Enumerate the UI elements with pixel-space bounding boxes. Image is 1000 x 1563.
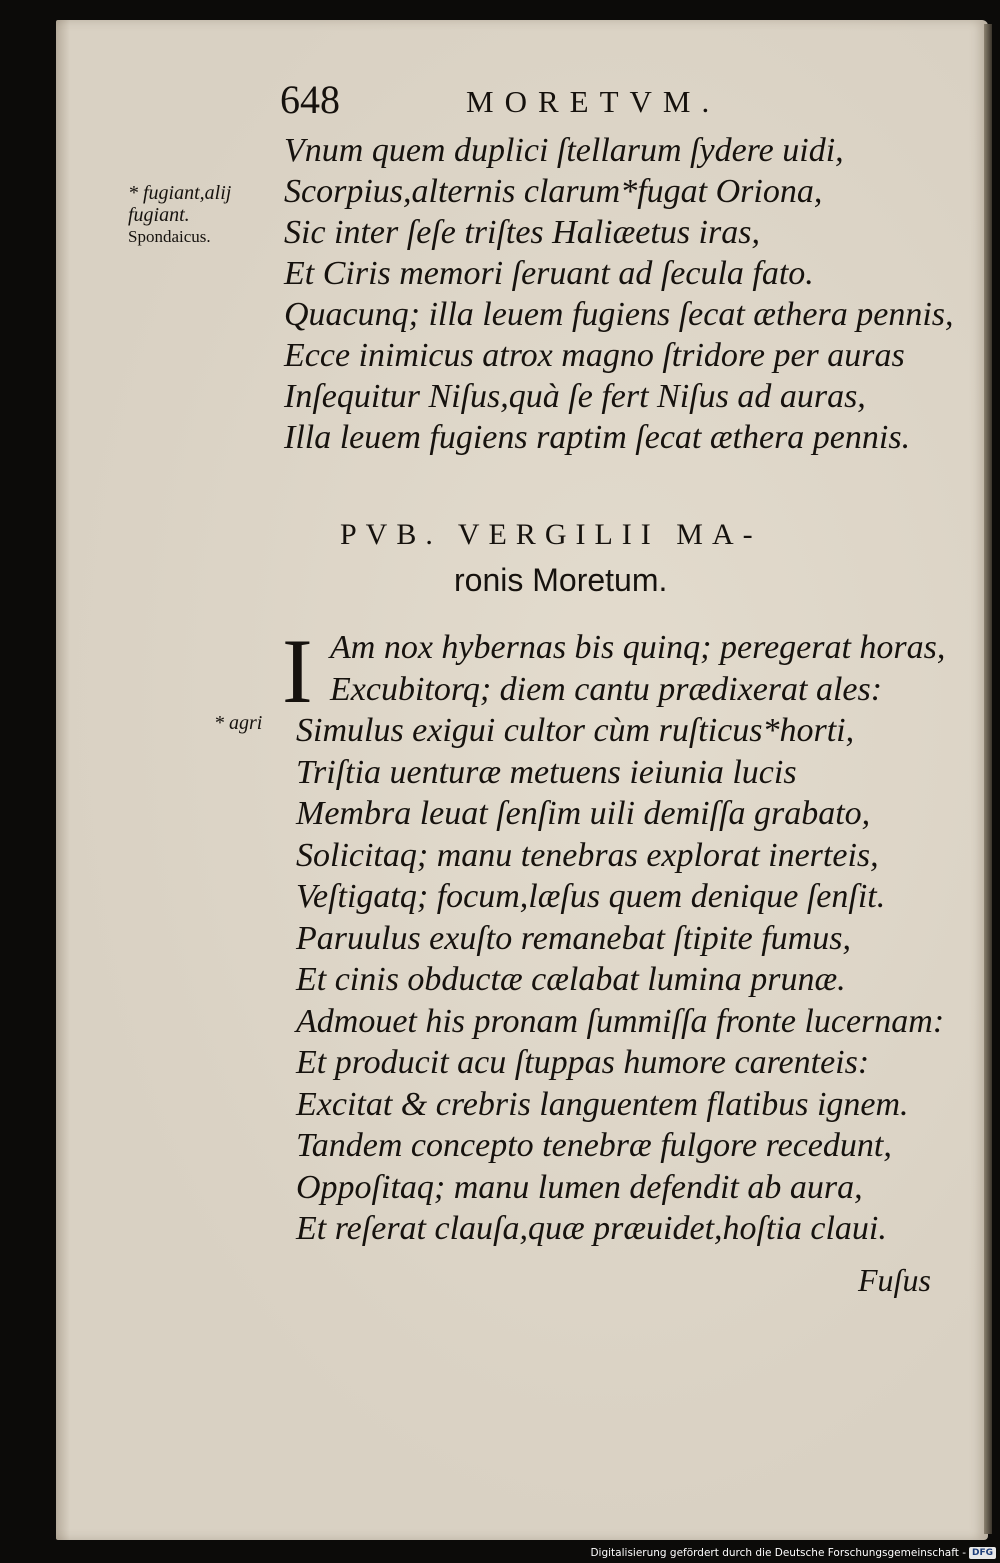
verse-line: Ecce inimicus atrox magno ſtridore per auras xyxy=(284,337,905,374)
verse-line: Am nox hybernas bis quinq; peregerat horas, xyxy=(330,629,946,666)
verse-line: Quacunq; illa leuem fugiens ſecat æthera pennis, xyxy=(284,296,954,333)
footer-text: Digitalisierung gefördert durch die Deutsche Forschungsgemeinschaft - xyxy=(590,1547,966,1559)
footer-credit xyxy=(590,1547,996,1559)
verse-line: Oppoſitaq; manu lumen defendit ab aura, xyxy=(296,1168,863,1206)
verse-line: Excubitorq; diem cantu prædixerat ales: xyxy=(330,670,883,708)
verse-line: Et Ciris memori ſeruant ad ſecula fato. xyxy=(284,255,814,292)
marginal-note-line: * fugiant,alij xyxy=(128,182,232,204)
page-header xyxy=(280,76,920,124)
running-title: MORETVM. xyxy=(466,84,721,119)
marginal-note-agri: * agri xyxy=(214,712,263,734)
dfg-logo: DFG xyxy=(969,1547,996,1559)
verse-line: Et producit acu ſtuppas humore carenteis: xyxy=(296,1044,870,1081)
verse-line: Paruulus exuſto remanebat ſtipite fumus, xyxy=(296,919,851,957)
marginal-note-line: fugiant. xyxy=(128,204,190,226)
page-edge xyxy=(984,24,992,1534)
marginal-note-line: Spondaicus. xyxy=(128,227,211,246)
section-subheading: ronis Moretum. xyxy=(454,562,668,598)
drop-cap: I xyxy=(282,620,313,722)
verse-line: Admouet his pronam ſummiſſa fronte lucernam: xyxy=(296,1002,945,1040)
verse-line: Et reſerat clauſa,quæ præuidet,hoſtia claui. xyxy=(296,1210,887,1247)
verse-block-moretum xyxy=(296,627,945,1250)
section-heading: PVB. VERGILII MA- xyxy=(340,518,762,551)
verse-line: Vnum quem duplici ſtellarum ſydere uidi, xyxy=(284,132,844,169)
marginal-note-fugiant xyxy=(128,182,231,248)
verse-line: Et cinis obductæ cælabat lumina prunæ. xyxy=(296,961,846,998)
verse-line: Scorpius,alternis clarum*fugat Oriona, xyxy=(284,173,823,210)
verse-line: Tandem concepto tenebræ fulgore recedunt, xyxy=(296,1127,892,1164)
verse-line: Excitat & crebris languentem flatibus ignem. xyxy=(296,1085,909,1123)
verse-line: Veſtigatq; focum,læſus quem denique ſenſit. xyxy=(296,878,886,915)
verse-block-ciris xyxy=(284,130,954,458)
verse-line: Simulus exigui cultor cùm ruſticus*horti, xyxy=(296,712,855,749)
verse-line: Sic inter ſeſe triſtes Haliæetus iras, xyxy=(284,214,760,251)
verse-line: Inſequitur Niſus,quà ſe fert Niſus ad auras, xyxy=(284,378,866,415)
verse-line: Solicitaq; manu tenebras explorat inerteis, xyxy=(296,836,879,874)
catchword: Fuſus xyxy=(858,1262,931,1298)
verse-line: Membra leuat ſenſim uili demiſſa grabato, xyxy=(296,795,871,832)
page-number: 648 xyxy=(280,77,340,122)
verse-line: Triſtia uenturæ metuens ieiunia lucis xyxy=(296,753,797,791)
verse-line: Illa leuem fugiens raptim ſecat æthera pennis. xyxy=(284,419,911,456)
